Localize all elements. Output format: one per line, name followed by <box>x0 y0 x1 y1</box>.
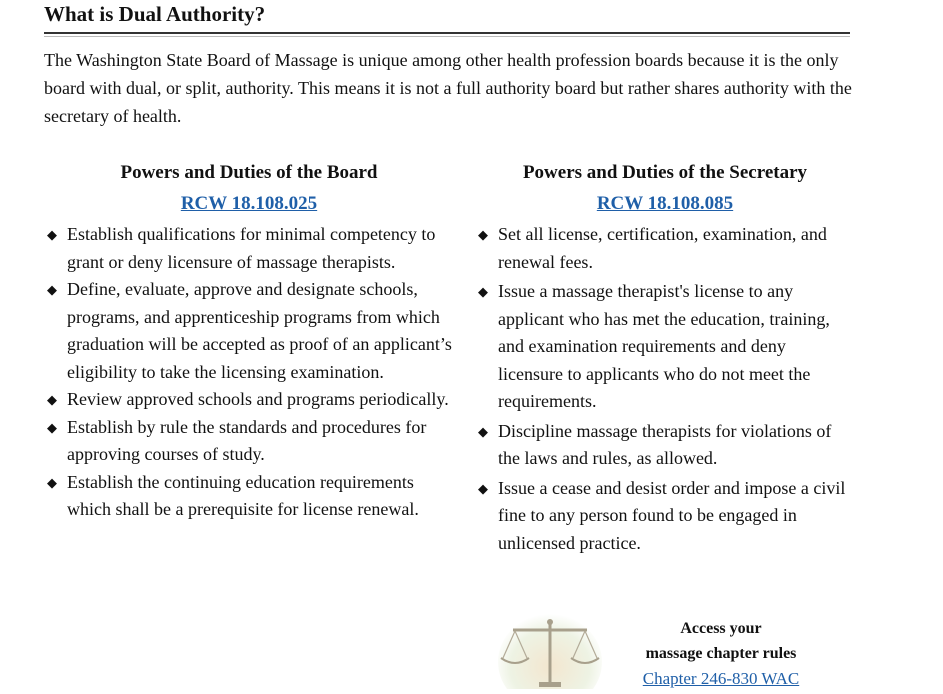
access-rules-box <box>630 616 812 692</box>
diamond-bullet-icon: ◆ <box>478 423 488 439</box>
diamond-bullet-icon: ◆ <box>47 474 57 490</box>
page-heading: What is Dual Authority? <box>44 2 266 26</box>
diamond-bullet-icon: ◆ <box>478 480 488 496</box>
list-item: ◆ Review approved schools and programs periodically. <box>44 386 454 414</box>
board-column <box>44 160 454 524</box>
secretary-title: Powers and Duties of the Secretary <box>522 162 808 183</box>
diamond-bullet-icon: ◆ <box>47 227 57 242</box>
list-item: ◆ Define, evaluate, approve and designate schools, programs, and apprenticeship programs from which graduation will be accepted as proof of an applicant’s eligibility to take the licensing examination. <box>44 276 454 386</box>
board-title: Powers and Duties of the Board <box>120 162 378 183</box>
secretary-rcw-link[interactable]: RCW 18.108.085 <box>596 193 734 214</box>
diamond-bullet-icon: ◆ <box>47 419 57 435</box>
intro-paragraph: The Washington State Board of Massage is unique among other health profession boards because it is the only board with dual, or split, authority. This means it is not a full authority board but rather shares authority with the secretary of health. <box>44 50 852 126</box>
list-item: ◆ Establish qualifications for minimal competency to grant or deny licensure of massage therapists. <box>44 221 454 276</box>
list-item: ◆ Set all license, certification, examination, and renewal fees. <box>475 221 855 276</box>
diamond-bullet-icon: ◆ <box>47 282 57 297</box>
diamond-bullet-icon: ◆ <box>478 227 488 242</box>
list-item: ◆ Establish the continuing education requirements which shall be a prerequisite for license renewal. <box>44 469 454 524</box>
list-item: ◆ Establish by rule the standards and procedures for approving courses of study. <box>44 414 454 469</box>
list-item: ◆ Issue a massage therapist's license to any applicant who has met the education, training, and examination requirements and deny licensure to applicants who do not meet the requirements. <box>475 278 855 416</box>
secretary-duties-list <box>475 221 855 557</box>
access-line-1: Access your <box>680 620 762 637</box>
chapter-wac-link[interactable]: Chapter 246-830 WAC <box>642 669 800 688</box>
list-item: ◆ Issue a cease and desist order and impose a civil fine to any person found to be engaged in unlicensed practice. <box>475 475 855 558</box>
list-item: ◆ Discipline massage therapists for violations of the laws and rules, as allowed. <box>475 418 855 473</box>
heading-rule <box>44 32 850 34</box>
diamond-bullet-icon: ◆ <box>47 392 57 407</box>
board-duties-list <box>44 221 454 524</box>
secretary-column <box>475 160 855 559</box>
scales-of-justice-icon <box>495 610 605 689</box>
board-rcw-link[interactable]: RCW 18.108.025 <box>180 193 318 214</box>
access-line-2: massage chapter rules <box>645 645 797 662</box>
heading-rule-thin <box>44 36 850 37</box>
diamond-bullet-icon: ◆ <box>478 284 488 299</box>
